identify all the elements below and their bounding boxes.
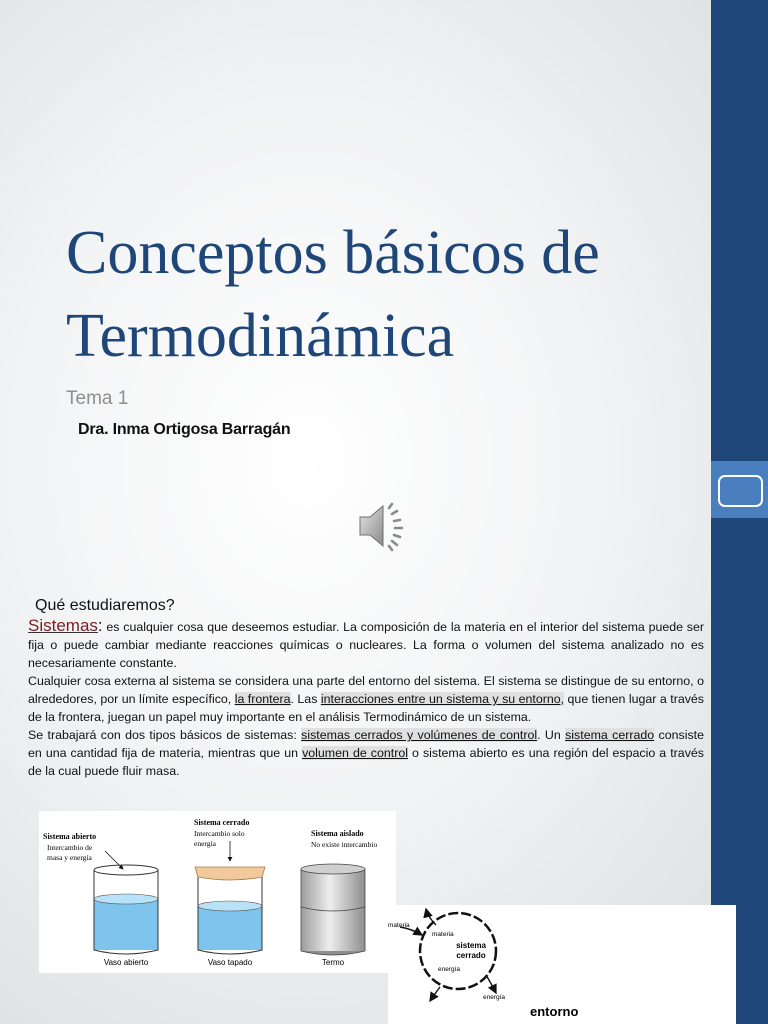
thermos (301, 864, 365, 955)
paragraph-text: Cualquier cosa externa al sistema se considera una parte del entorno del sistema. El sistema se distingue de su entorno, o alrededores, por un límite específico, (28, 674, 704, 706)
closed-system-note-2: energía (194, 839, 216, 848)
slide-nav-frame-icon[interactable] (718, 475, 763, 507)
paragraph-text: consiste en una cantidad fija de materia, mientras que un (28, 728, 704, 760)
closed-system-note-1: Intercambio solo (194, 829, 245, 838)
open-glass-caption: Vaso abierto (103, 958, 149, 967)
isolated-system-title: Sistema aislado (311, 829, 364, 838)
figure-system-types (39, 811, 396, 973)
label-environment: entorno (530, 1004, 579, 1019)
term-interacciones: interacciones entre un sistema y su entorno, (320, 692, 565, 706)
paragraph-text: . Un (537, 728, 566, 742)
paragraph-text: . Las (290, 692, 321, 706)
label-system-line1: sistema (456, 941, 486, 950)
open-glass (94, 865, 158, 954)
body-text (28, 617, 704, 780)
label-system-line2: cerrado (456, 951, 486, 960)
section-heading: Qué estudiaremos? (35, 597, 175, 614)
paragraph-text: que tienen lugar a través de la frontera, juegan un papel muy importante en el análisis Termodinámico de un sistema. (28, 692, 704, 724)
speaker-icon[interactable] (356, 500, 412, 552)
thermos-caption: Termo (321, 958, 345, 967)
term-colon: : (97, 616, 103, 635)
paragraph-tipos (28, 726, 704, 780)
label-energia-in: energía (438, 966, 461, 973)
closed-system-title: Sistema cerrado (194, 818, 250, 827)
covered-glass (195, 867, 265, 954)
label-materia-in: materia (432, 931, 454, 938)
author-name: Dra. Inma Ortigosa Barragán (78, 421, 291, 438)
term-volumen-control: volumen de control (302, 746, 408, 760)
open-system-title: Sistema abierto (43, 832, 97, 841)
term-sistemas: Sistemas (28, 616, 98, 635)
term-tipos-sistemas: sistemas cerrados y volúmenes de control (301, 728, 538, 742)
figure-environment (388, 905, 736, 1024)
isolated-system-note: No existe intercambio (311, 840, 378, 849)
open-system-note-1: Intercambio de (47, 843, 93, 852)
covered-glass-caption: Vaso tapado (207, 958, 253, 967)
paragraph-text: Se trabajará con dos tipos básicos de sistemas: (28, 728, 302, 742)
term-sistema-cerrado: sistema cerrado (565, 728, 655, 742)
term-frontera: la frontera (234, 692, 291, 706)
slide-title: Conceptos básicos de Termodinámica (66, 219, 600, 370)
paragraph-sistemas (28, 617, 704, 672)
label-energia-out: energía (483, 994, 506, 1001)
paragraph-text: es cualquier cosa que deseemos estudiar. La composición de la materia en el interior del sistema puede ser fija o puede cambiar mediante reacciones químicas o nucleares. La forma o volumen del sistema analizado no es necesariamente constante. (28, 620, 704, 670)
label-materia-out: materia (388, 922, 410, 929)
paragraph-entorno (28, 672, 704, 726)
open-system-note-2: masa y energía (47, 853, 92, 862)
slide-subtitle: Tema 1 (66, 388, 129, 409)
paragraph-text: o sistema abierto es una región del espacio a través de la cual puede fluir masa. (28, 746, 704, 778)
